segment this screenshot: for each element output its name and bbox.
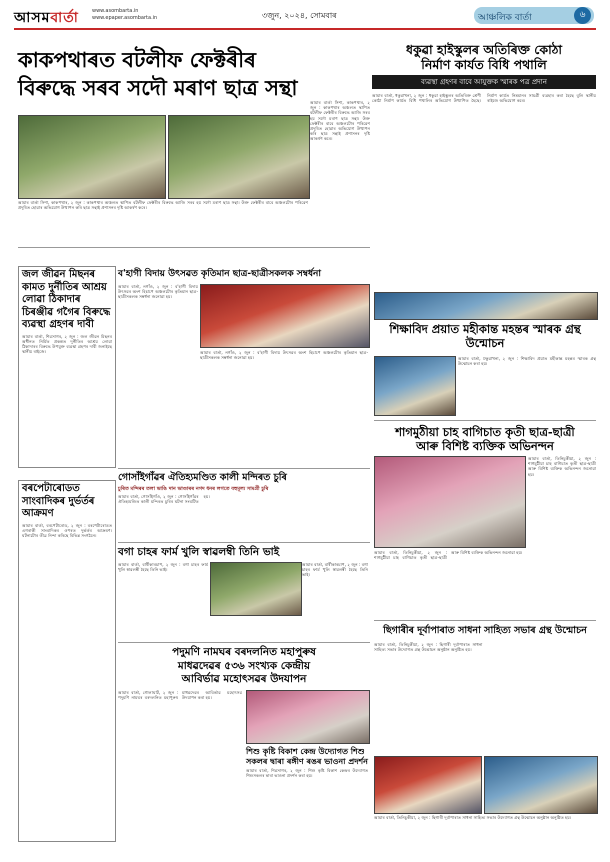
sahitya-photo-2: [484, 756, 598, 814]
tea-story-body: আমাৰ বাৰ্তা, তিনিচুকীয়া, ২ জুন : শাগমুঠীয়া চাহ বাগিচাত কৃতী ছাত্ৰ-ছাত্ৰী আৰু বিশিষ্ট ব্যক্তিক অভিনন্দন জনোৱা হয়।: [528, 456, 596, 477]
website-link[interactable]: www.asombarta.in: [92, 8, 139, 14]
mid-story-body: আমাৰ বাৰ্তা, নগাঁও, ২ জুন : ব'হাগী বিদায় উৎসৱৰ অংশ হিচাপে অঞ্চলটোৰ কৃতিমান ছাত্ৰ-ছাত্ৰীসকলক সম্বৰ্ধনা জনোৱা হয়।: [118, 284, 198, 300]
top-right-headline: [372, 42, 596, 72]
farm-story-headline: বগা চাহৰ ফাৰ্ম খুলি স্বাৱলম্বী তিনি ভাই: [118, 546, 280, 558]
lead-photo: [18, 115, 166, 199]
divider: [374, 420, 596, 421]
tea-story-headline: [374, 425, 596, 453]
divider: [118, 542, 370, 543]
divider: [118, 468, 370, 469]
divider: [118, 642, 370, 643]
tea-story-photo: [374, 456, 526, 548]
madhab-story-body: [118, 690, 242, 836]
sahitya-story-headline: ছিগাৰীৰ দূৰ্বাপাৰাত সাধনা সাহিত্য সভাৰ গ্ৰন্থ উন্মোচন: [383, 625, 587, 636]
child-story-headline: শিশু কৃষ্টি বিকাশ কেন্দ্ৰ উদ্যোগত শিশু সকলৰ দ্বাৰা ৰঙ্গীণ ৰঙৰ ভাওনা প্ৰদৰ্শন: [246, 746, 368, 766]
madhab-story-body-text: আমাৰ বাৰ্তা, গোলাঘাট, ২ জুন : পদুমণি নামঘৰ বৰদলনিত মহাপুৰুষ মাধৱদেৱৰ আবিৰ্ভাৱ মহোৎসৱ উদযাপন কৰা হয়।: [118, 690, 242, 701]
mid-story-body-cont: আমাৰ বাৰ্তা, নগাঁও, ২ জুন : ব'হাগী বিদায় উৎসৱৰ অংশ হিচাপে অঞ্চলটোৰ কৃতিমান ছাত্ৰ-ছাত্ৰীসকলক সম্বৰ্ধনা জনোৱা হয়।: [200, 350, 368, 361]
sahitya-photo-caption: আমাৰ বাৰ্তা, তিনিচুকীয়া, ২ জুন : ছিগাৰী দূৰ্বাপাৰাত সাধনা সাহিত্য সভাৰ উদ্যোগত গ্ৰন্থ উন্মোচন অনুষ্ঠান অনুষ্ঠিত হয়।: [374, 815, 572, 820]
page-number: ৬: [574, 7, 591, 24]
section-tag: [474, 7, 594, 24]
epaper-link[interactable]: www.epaper.asombarta.in: [92, 15, 158, 21]
left-story2-box: [18, 480, 116, 842]
lead-body-col: [310, 100, 370, 244]
left-story2-body: আমাৰ বাৰ্তা, বৰপেটাৰোড, ২ জুন : বৰপেটাৰোডত এগৰাকী সাংবাদিকৰ ওপৰত দুৰ্ভৰ্তৰ আক্ৰমণ। ঘটনাটোৰ তীব্ৰ নিন্দা কৰিছে বিভিন্ন সংগঠনে।: [22, 522, 112, 538]
newspaper-logo[interactable]: [14, 6, 79, 30]
top-right-subhead: ব্যৱস্থা গ্ৰহণৰ বাবে আযুক্তক স্মাৰক পত্ৰ প্ৰদান: [372, 75, 596, 89]
farm-story-photo: [210, 562, 302, 616]
sahitya-photo-1: [374, 756, 482, 814]
tea-headline-line1: শাগমুঠীয়া চাহ বাগিচাত কৃতী ছাত্ৰ-ছাত্ৰী: [395, 425, 575, 439]
top-right-body-text: আমাৰ বাৰ্তা, ধকুৱাখনা, ২ জুন : ধকুৱা হাইস্কুলৰ অতিৰিক্ত শ্ৰেণী কোঠা নিৰ্মাণ কাৰ্যত বিধি পথালিৰ অভিযোগ উত্থাপিত হৈছে। নিৰ্মাণ কাৰ্যত নিম্নমানৰ সামগ্ৰী ব্যৱহাৰ কৰা হৈছে বুলি স্থানীয় ৰাইজে অভিযোগ কৰে।: [372, 93, 596, 104]
kali-story-body-text: আমাৰ বাৰ্তা, গোসাঁইগাঁও, ২ জুন : গোসাঁইগাঁৱৰ ঐতিহ্যমণ্ডিত কালী মন্দিৰত চুৰিৰ ঘটনা সংঘটিত হয়।: [118, 494, 210, 505]
logo-main: আসম: [14, 10, 51, 26]
mid-story-photo: [200, 284, 370, 348]
masthead: [14, 4, 596, 30]
lead-headline: [18, 46, 368, 102]
top-right-headline-line1: ধকুৱা হাইস্কুলৰ অতিৰিক্ত কোঠা: [405, 42, 563, 57]
sahitya-story-body: [374, 642, 596, 752]
divider: [374, 620, 596, 621]
lead-body: [18, 200, 308, 244]
teacher-photo-top: [374, 292, 598, 320]
sahitya-story-body-text: আমাৰ বাৰ্তা, তিনিচুকীয়া, ২ জুন : ছিগাৰী দূৰ্বাপাৰাত সাধনা সাহিত্য সভাৰ উদ্যোগত গ্ৰন্থ উন্মোচন অনুষ্ঠান অনুষ্ঠিত হয়।: [374, 642, 483, 653]
website-links: [92, 8, 157, 22]
lead-body-text-cont: আমাৰ বাৰ্তা সিশা, কাকপথাৰ, ২ জুন : কাকপথাৰ অঞ্চলত স্থাপিত বটলীফ ফেক্টৰীৰ বিৰুদ্ধে আজি সৰব হয় সদৌ মৰাণ ছাত্ৰ সন্থা। উক্ত ফেক্টৰীৰ বাবে অঞ্চলটোৰ পৰিৱেশ প্ৰদূষিত হোৱাৰ অভিযোগ উত্থাপন কৰি ছাত্ৰ সন্থাই প্ৰশাসনৰ দৃষ্টি আকৰ্ষণ কৰে।: [310, 100, 370, 142]
lead-photo-2: [168, 115, 310, 199]
left-story1-headline: জল জীৱন মিছনৰ কামত দুৰ্নীতিৰ আশ্ৰয় লোৱা ঠিকাদাৰ চিৰঞ্জীৱ গগৈৰ বিৰুদ্ধে ব্যৱস্থা গ্ৰহণৰ দাবী: [22, 269, 111, 330]
top-right-headline-line2: নিৰ্মাণ কাৰ্যত বিধি পথালি: [421, 57, 547, 72]
child-story-photo: [246, 690, 370, 744]
lead-body-text: আমাৰ বাৰ্তা সিশা, কাকপথাৰ, ২ জুন : কাকপথাৰ অঞ্চলত স্থাপিত বটলীফ ফেক্টৰীৰ বিৰুদ্ধে আজি সৰব হয় সদৌ মৰাণ ছাত্ৰ সন্থা। উক্ত ফেক্টৰীৰ বাবে অঞ্চলটোৰ পৰিৱেশ প্ৰদূষিত হোৱাৰ অভিযোগ উত্থাপন কৰি ছাত্ৰ সন্থাই প্ৰশাসনৰ দৃষ্টি আকৰ্ষণ কৰে।: [18, 200, 308, 211]
kali-story-body: [118, 494, 370, 538]
logo-accent: বাৰ্তা: [50, 10, 79, 26]
issue-date: ৩জুন, ২০২৪, সোমবাৰ: [262, 11, 337, 20]
divider: [18, 247, 370, 248]
madhab-story-headline: [118, 646, 370, 687]
child-story-body: আমাৰ বাৰ্তা, শিৱসাগৰ, ২ জুন : শিশু কৃষ্টি বিকাশ কেন্দ্ৰৰ উদ্যোগত শিশুসকলৰ দ্বাৰা ভাওনা প্ৰদৰ্শন কৰা হয়।: [246, 768, 368, 779]
top-right-body: [372, 93, 596, 289]
madhab-headline-line2: মাধৱদেৱৰ ৫৩৬ সংখ্যক কেন্দ্ৰীয়: [177, 659, 311, 672]
teacher-story-headline: শিক্ষাবিদ প্ৰয়াত মহীকান্ত মহন্তৰ স্মাৰক গ্ৰন্থ উন্মোচন: [389, 322, 581, 350]
left-story1-box: [18, 266, 116, 468]
lead-headline-line2: বিৰুদ্ধে সৰব সদৌ মৰাণ ছাত্ৰ সন্থা: [18, 75, 298, 100]
madhab-headline-line3: আবিৰ্ভাৱ মহোৎসৱৰ উদযাপন: [181, 673, 307, 685]
left-story2-headline: বৰপেটাৰোডত সাংবাদিকৰ দুৰ্ভৰ্তৰ আক্ৰমণ: [22, 483, 95, 519]
tea-story-body-cont: [374, 550, 524, 616]
left-story1-body: আমাৰ বাৰ্তা, শিৱসাগৰ, ২ জুন : জল জীৱন মিছনৰ অধীনত নিৰ্মিত প্ৰকল্পত দুৰ্নীতিৰ আশ্ৰয় লোৱা ঠিকাদাৰৰ বিৰুদ্ধে উপযুক্ত ব্যৱস্থা গ্ৰহণৰ দাবী জনাইছে স্থানীয় ৰাইজে।: [22, 333, 112, 355]
section-label: আঞ্চলিক বাৰ্তা: [478, 13, 532, 23]
kali-story-headline: গোসাঁইগাঁৱৰ ঐতিহ্যমণ্ডিত কালী মন্দিৰত চুৰি: [118, 472, 287, 483]
lead-headline-line1: কাকপথাৰত বটলীফ ফেক্টৰীৰ: [18, 47, 256, 72]
farm-story-body-cont: আমাৰ বাৰ্তা, বাৰ্ষীকাৰচাপ, ২ জুন : বগা চাহৰ ফাৰ্ম খুলি স্বাৱলম্বী হৈছে তিনি ভাই।: [302, 562, 368, 578]
madhab-headline-line1: পদুমণি নামঘৰ বৰদলনিত মহাপুৰুষ: [172, 646, 316, 658]
kali-story-subhead: চুৰিত মন্দিৰৰ তলা ভাঙি দান ভাণ্ডাৰৰ নগদ ধনৰ লগতে বহুমূল্য সামগ্ৰী চুৰি: [118, 486, 269, 492]
mid-story-headline: ব'হাগী বিদায় উৎসৱত কৃতিমান ছাত্ৰ-ছাত্ৰীসকলক সম্বৰ্ধনা: [118, 269, 322, 279]
tea-story-body-text: আমাৰ বাৰ্তা, তিনিচুকীয়া, ২ জুন : শাগমুঠীয়া চাহ বাগিচাত কৃতী ছাত্ৰ-ছাত্ৰী আৰু বিশিষ্ট ব্যক্তিক অভিনন্দন জনোৱা হয়।: [374, 550, 523, 561]
tea-headline-line2: আৰু বিশিষ্ট ব্যক্তিক অভিনন্দন: [416, 439, 554, 453]
farm-story-body: আমাৰ বাৰ্তা, বাৰ্ষীকাৰচাপ, ২ জুন : বগা চাহৰ ফাৰ্ম খুলি স্বাৱলম্বী হৈছে তিনি ভাই।: [118, 562, 208, 573]
teacher-photo: [374, 356, 456, 416]
teacher-story-body: আমাৰ বাৰ্তা, ঢকুৱাখনা, ২ জুন : শিক্ষাবিদ প্ৰয়াত মহীকান্ত মহন্তৰ স্মাৰক গ্ৰন্থ উন্মোচন কৰা হয়।: [458, 356, 596, 367]
